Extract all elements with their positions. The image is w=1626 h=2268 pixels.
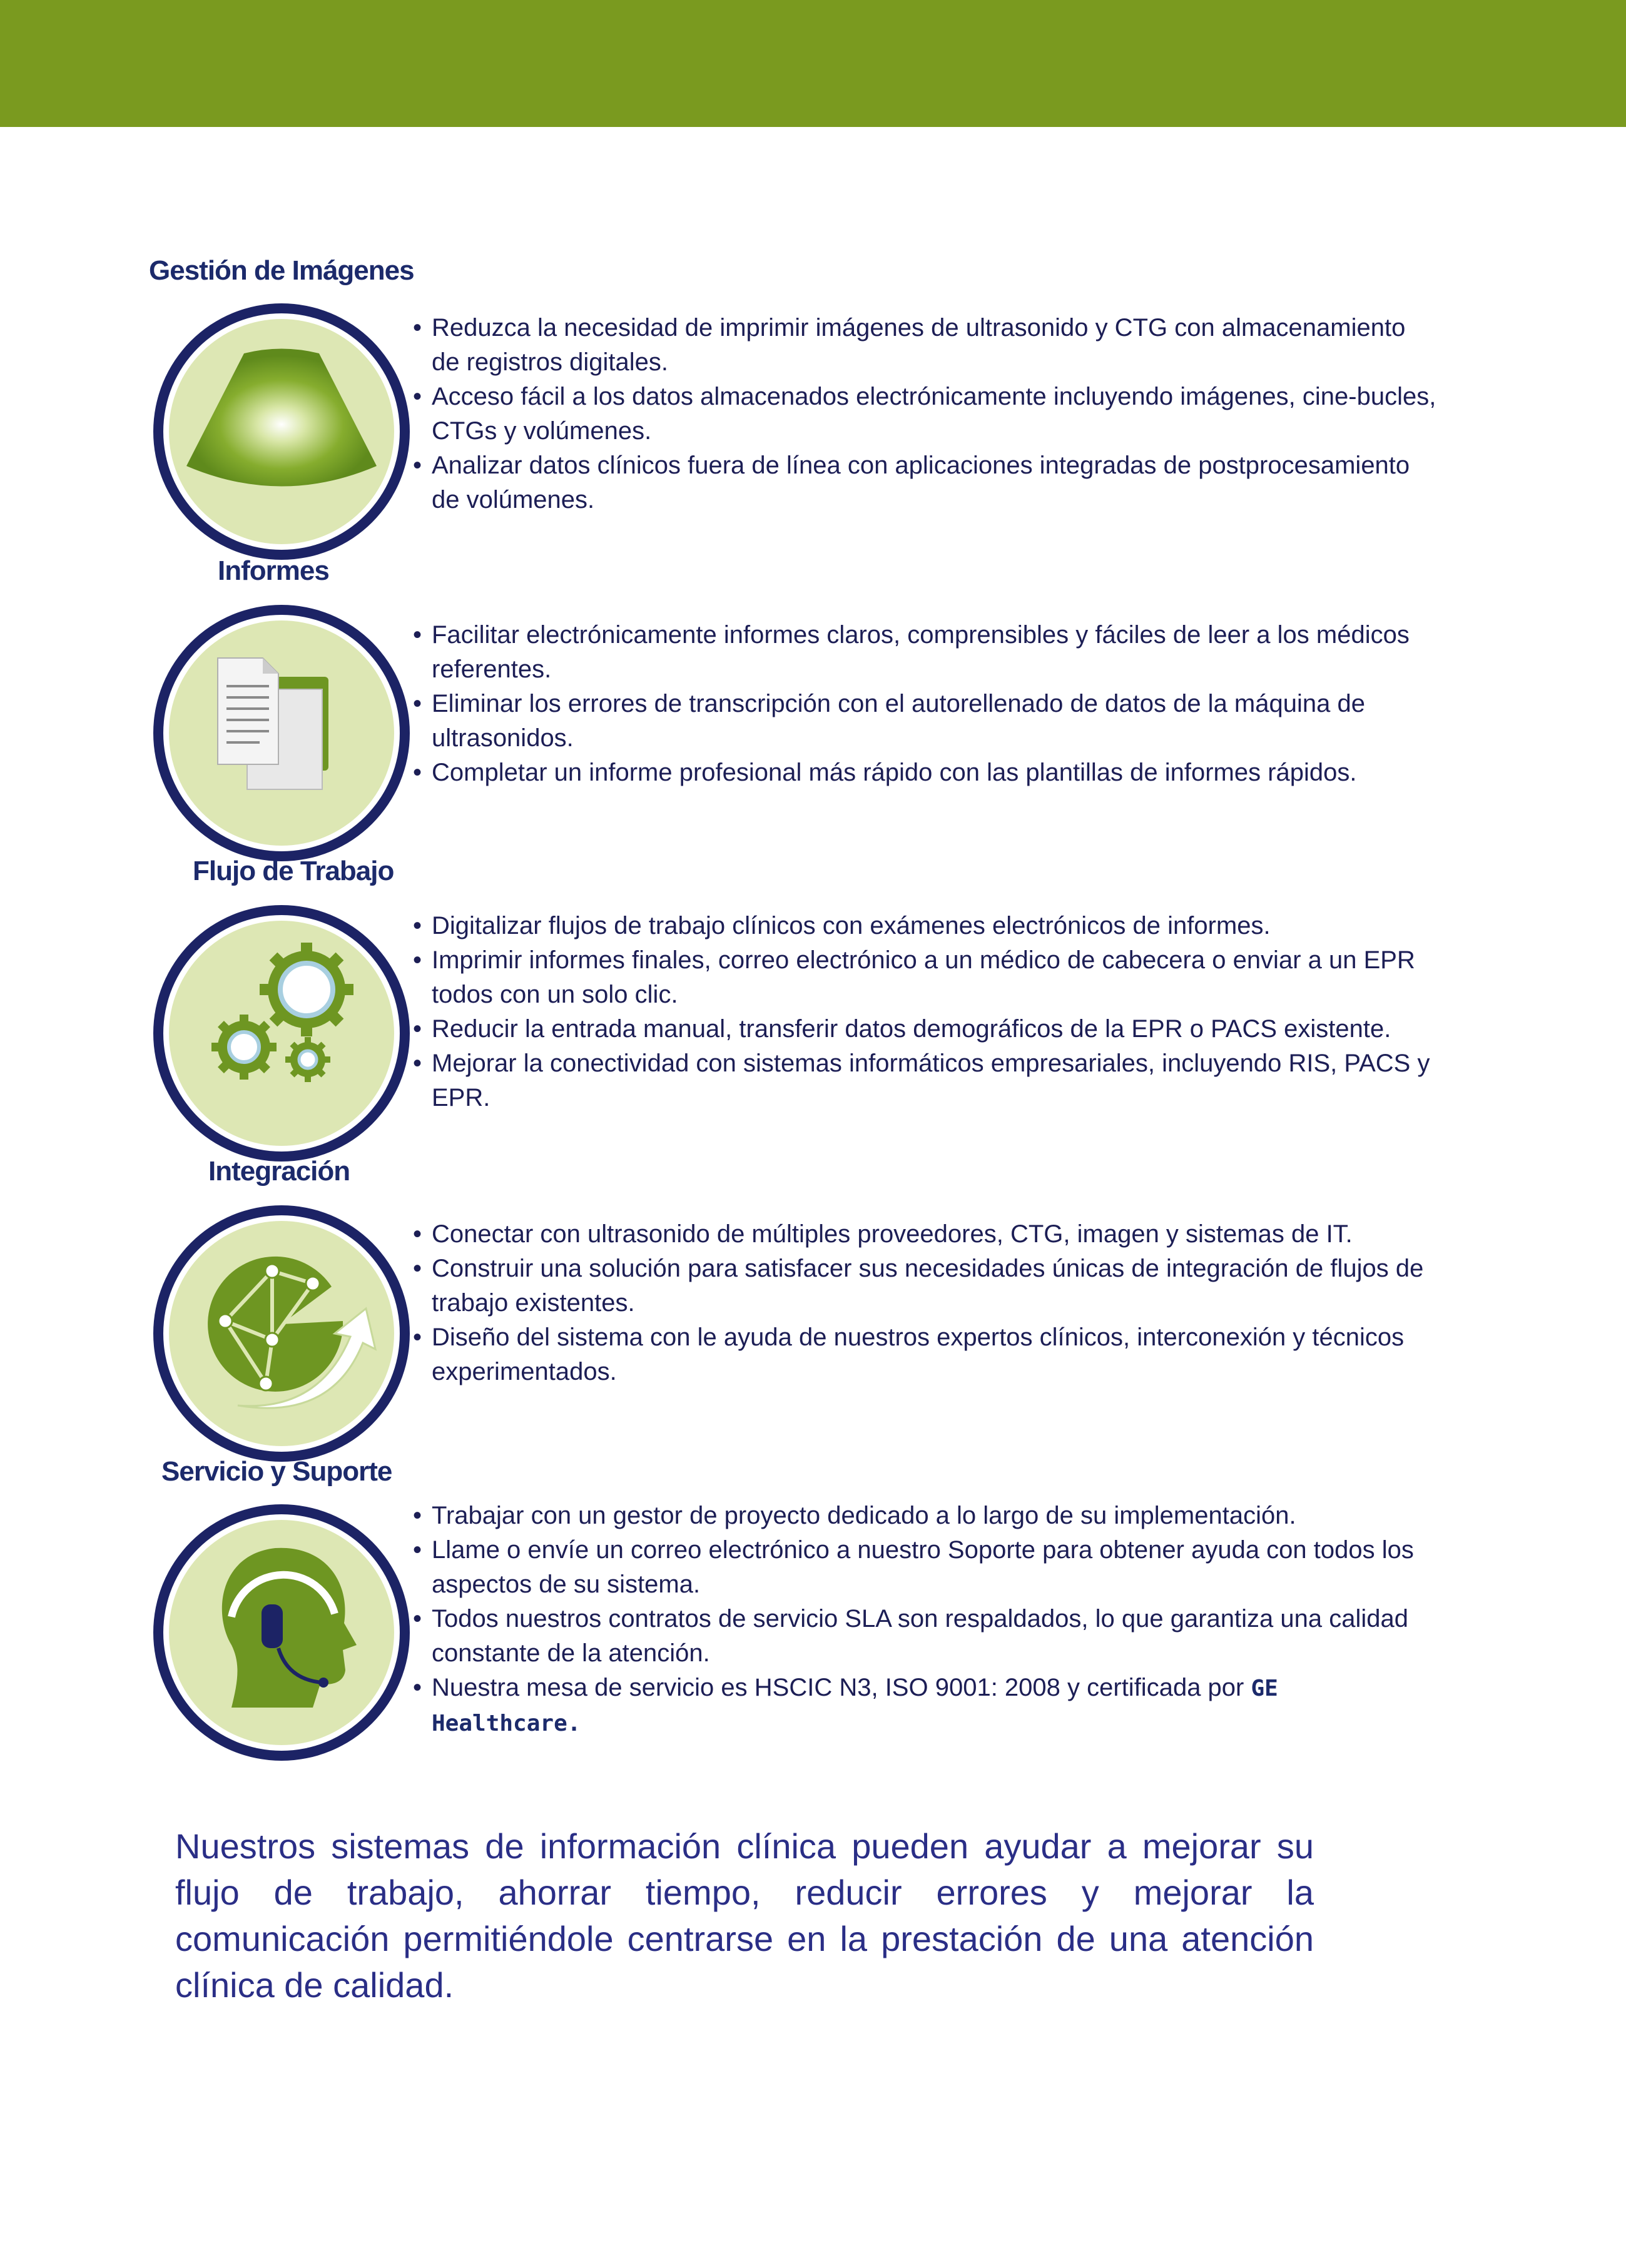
gears-icon xyxy=(144,896,419,1171)
bullet-item: • Diseño del sistema con le ayuda de nuestros expertos clínicos, interconexión y técnicos experimentados. xyxy=(413,1320,1439,1389)
section-title-servicio-suporte: Servicio y Suporte xyxy=(161,1456,392,1487)
bullet-item: • Acceso fácil a los datos almacenados electrónicamente incluyendo imágenes, cine-bucles, CTGs y volúmenes. xyxy=(413,380,1439,448)
header-bar xyxy=(0,0,1626,127)
closing-statement: Nuestros sistemas de información clínica pueden ayudar a mejorar su flujo de trabajo, ahorrar tiempo, reducir errores y mejorar la comunicación permitiéndole centrarse en la prestación de una atención clínica de calidad. xyxy=(175,1826,1314,2005)
bullet-item: • Analizar datos clínicos fuera de línea con aplicaciones integradas de postprocesamiento de volúmenes. xyxy=(413,448,1439,517)
headset-support-icon xyxy=(144,1495,419,1770)
bullet-item: • Reducir la entrada manual, transferir datos demográficos de la EPR o PACS existente. xyxy=(413,1012,1439,1046)
bullet-item: • Llame o envíe un correo electrónico a nuestro Soporte para obtener ayuda con todos los aspectos de su sistema. xyxy=(413,1533,1439,1602)
documents-icon xyxy=(144,595,419,871)
bullet-list-servicio-suporte xyxy=(413,1499,1439,1741)
bullet-item: • Digitalizar flujos de trabajo clínicos con exámenes electrónicos de informes. xyxy=(413,909,1439,943)
ge-healthcare-brand: GE Healthcare. xyxy=(432,1676,1278,1736)
bullet-list-flujo-trabajo xyxy=(413,909,1439,1115)
network-globe-icon xyxy=(144,1196,419,1471)
bullet-item: • Construir una solución para satisfacer sus necesidades únicas de integración de flujos de trabajo existentes. xyxy=(413,1252,1439,1320)
ultrasound-icon xyxy=(144,294,419,569)
bullet-list-gestion-imagenes xyxy=(413,311,1439,517)
bullet-item xyxy=(413,1671,1439,1741)
bullet-item: • Conectar con ultrasonido de múltiples proveedores, CTG, imagen y sistemas de IT. xyxy=(413,1217,1439,1252)
section-title-flujo-trabajo: Flujo de Trabajo xyxy=(193,856,394,886)
bullet-list-informes xyxy=(413,618,1439,790)
section-title-informes: Informes xyxy=(218,555,329,586)
bullet-item: • Eliminar los errores de transcripción con el autorellenado de datos de la máquina de ultrasonidos. xyxy=(413,687,1439,756)
bullet-item: • Mejorar la conectividad con sistemas informáticos empresariales, incluyendo RIS, PACS y EPR. xyxy=(413,1046,1439,1115)
bullet-item: • Todos nuestros contratos de servicio SLA son respaldados, lo que garantiza una calidad constante de la atención. xyxy=(413,1602,1439,1671)
section-title-integracion: Integración xyxy=(208,1156,350,1187)
section-title-gestion-imagenes: Gestión de Imágenes xyxy=(149,255,414,286)
bullet-item: • Facilitar electrónicamente informes claros, comprensibles y fáciles de leer a los médicos referentes. xyxy=(413,618,1439,687)
bullet-list-integracion xyxy=(413,1217,1439,1389)
bullet-item: • Trabajar con un gestor de proyecto dedicado a lo largo de su implementación. xyxy=(413,1499,1439,1533)
bullet-item: • Completar un informe profesional más rápido con las plantillas de informes rápidos. xyxy=(413,756,1439,790)
bullet-text: Nuestra mesa de servicio es HSCIC N3, ISO 9001: 2008 y certificada por xyxy=(432,1674,1244,1701)
bullet-item: • Imprimir informes finales, correo electrónico a un médico de cabecera o enviar a un EPR todos con un solo clic. xyxy=(413,943,1439,1012)
bullet-item: • Reduzca la necesidad de imprimir imágenes de ultrasonido y CTG con almacenamiento de registros digitales. xyxy=(413,311,1439,380)
